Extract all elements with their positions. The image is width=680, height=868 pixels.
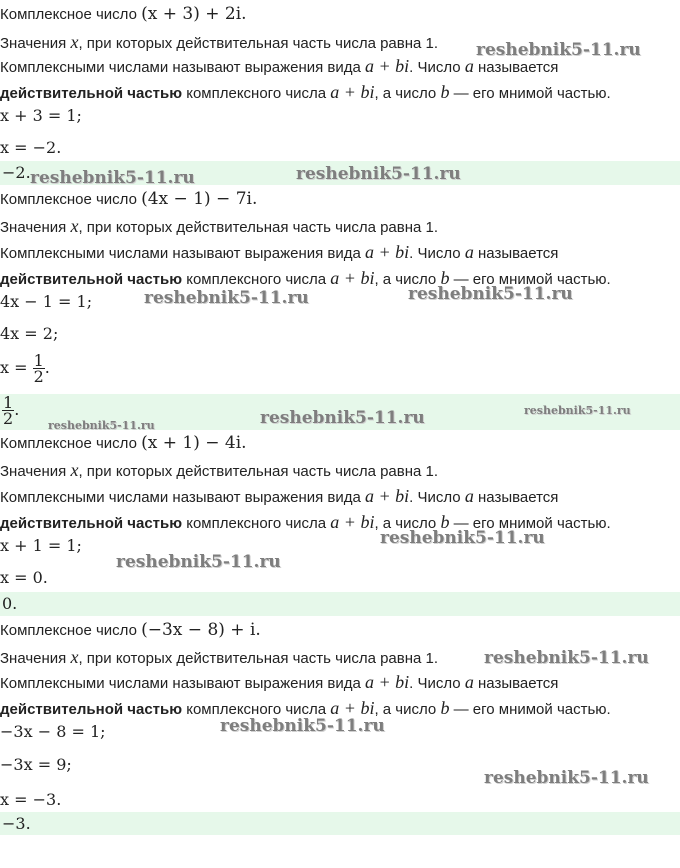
def-var-b: b [440,82,450,102]
watermark: reshebnik5-11.ru [524,404,631,417]
answer-value: 0. [2,594,18,613]
watermark: reshebnik5-11.ru [408,284,573,304]
definition-text: Комплексными числами называют выражения вида [0,245,366,262]
definition-term: действительной частью [0,271,183,288]
def-expression: a + bi [330,82,375,102]
heading-text: Комплексное число [0,6,142,23]
solution-step: x = −3. [0,790,62,809]
definition-text: — его мнимой частью. [449,515,611,532]
def-expression: a + bi [330,268,375,288]
fraction [33,353,45,384]
condition-text: Значения [0,463,71,480]
condition-rest: , при которых действительная часть числа равна 1. [78,219,439,236]
block2-definition-line1 [0,242,558,264]
watermark: reshebnik5-11.ru [260,408,425,428]
definition-text: называется [473,59,559,76]
def-expression: a + bi [365,242,410,262]
block1-definition-line1 [0,56,558,78]
fraction-denominator: 2 [33,367,44,386]
complex-expression: (x + 3) + 2i. [141,4,247,24]
definition-text: Комплексными числами называют выражения вида [0,59,366,76]
answer-value: −3. [2,814,31,833]
heading-text: Комплексное число [0,622,142,639]
condition-rest: , при которых действительная часть числа равна 1. [78,463,439,480]
def-expression: a + bi [330,698,375,718]
def-expression: a + bi [365,672,410,692]
def-var-b: b [440,268,450,288]
def-var-a: a [464,486,474,506]
definition-text: комплексного числа [182,515,331,532]
fraction [2,395,14,426]
answer-value: −2. [2,163,31,182]
block4-definition-line1 [0,672,558,694]
complex-expression: (x + 1) − 4i. [141,433,247,453]
definition-term: действительной частью [0,701,183,718]
solution-step: x = −2. [0,138,62,157]
block3-definition-line1 [0,486,558,508]
def-var-b: b [440,512,450,532]
block3-heading [0,433,247,454]
solution-step: x = 0. [0,568,48,587]
condition-var: x [70,32,79,52]
watermark: reshebnik5-11.ru [116,552,281,572]
definition-term: действительной частью [0,515,183,532]
condition-rest: , при которых действительная часть числа равна 1. [78,35,439,52]
definition-text: комплексного числа [182,271,331,288]
watermark: reshebnik5-11.ru [484,648,649,668]
definition-text: называется [473,675,559,692]
watermark: reshebnik5-11.ru [484,768,649,788]
definition-text: , а число [374,271,441,288]
block2-heading [0,189,257,210]
condition-var: x [70,647,79,667]
watermark: reshebnik5-11.ru [220,716,385,736]
definition-text: . Число [409,489,465,506]
watermark: reshebnik5-11.ru [144,288,309,308]
block1-heading [0,4,247,25]
condition-text: Значения [0,650,71,667]
solution-step: 4x = 2; [0,324,59,343]
fraction-numerator: 1 [33,351,44,370]
step-prefix: x = [0,358,33,377]
definition-term: действительной частью [0,85,183,102]
definition-text: — его мнимой частью. [449,85,611,102]
block2-condition [0,216,438,238]
block4-condition [0,647,438,669]
def-var-b: b [440,698,450,718]
definition-text: , а число [374,85,441,102]
def-var-a: a [464,56,474,76]
solution-step: 4x − 1 = 1; [0,292,93,311]
complex-expression: (4x − 1) − 7i. [141,189,258,209]
definition-text: комплексного числа [182,85,331,102]
condition-rest: , при которых действительная часть числа равна 1. [78,650,439,667]
condition-var: x [70,216,79,236]
definition-text: Комплексными числами называют выражения вида [0,489,366,506]
condition-text: Значения [0,219,71,236]
definition-text: называется [473,489,559,506]
step-suffix: . [44,358,50,377]
watermark: reshebnik5-11.ru [48,419,155,432]
solution-step-fraction [0,352,50,384]
definition-text: Комплексными числами называют выражения вида [0,675,366,692]
definition-text: называется [473,245,559,262]
answer-bar [0,592,680,616]
condition-var: x [70,460,79,480]
watermark: reshebnik5-11.ru [296,164,461,184]
def-var-a: a [464,672,474,692]
condition-text: Значения [0,35,71,52]
def-expression: a + bi [330,512,375,532]
definition-text: — его мнимой частью. [449,701,611,718]
heading-text: Комплексное число [0,191,142,208]
answer-value [2,395,19,426]
block1-definition-line2 [0,82,611,104]
watermark: reshebnik5-11.ru [476,40,641,60]
def-var-a: a [464,242,474,262]
definition-text: . Число [409,675,465,692]
definition-text: , а число [374,701,441,718]
definition-text: . Число [409,59,465,76]
definition-text: . Число [409,245,465,262]
fraction-denominator: 2 [3,409,14,428]
answer-bar [0,812,680,835]
answer-suffix: . [14,400,20,419]
fraction-numerator: 1 [3,393,14,412]
complex-expression: (−3x − 8) + i. [141,620,261,640]
def-expression: a + bi [365,486,410,506]
definition-text: комплексного числа [182,701,331,718]
heading-text: Комплексное число [0,435,142,452]
block1-condition [0,32,438,54]
solution-step: −3x = 9; [0,755,72,774]
block3-condition [0,460,438,482]
watermark: reshebnik5-11.ru [30,168,195,188]
watermark: reshebnik5-11.ru [380,528,545,548]
solution-step: −3x − 8 = 1; [0,722,106,741]
definition-text: — его мнимой частью. [449,271,611,288]
def-expression: a + bi [365,56,410,76]
solution-step: x + 3 = 1; [0,106,82,125]
solution-step: x + 1 = 1; [0,536,82,555]
block4-heading [0,620,261,641]
definition-text: , а число [374,515,441,532]
